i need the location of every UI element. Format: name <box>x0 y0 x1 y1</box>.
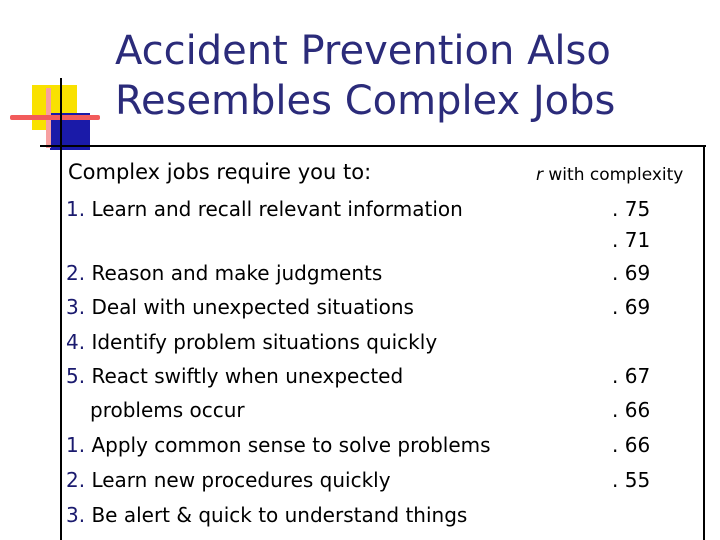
list-item-text: Learn new procedures quickly <box>85 468 391 492</box>
column-header-right <box>536 163 683 187</box>
list-item-text: problems occur <box>90 398 245 422</box>
correlation-value: . 71 <box>612 228 651 252</box>
list-item-number: 1. <box>66 197 86 221</box>
list-item <box>66 433 491 457</box>
list-item-text: Identify problem situations quickly <box>85 330 438 354</box>
list-item-text: Reason and make judgments <box>85 261 383 285</box>
right-rule <box>703 145 705 540</box>
logo-red-horizontal-bar <box>10 115 100 120</box>
list-item-number: 1. <box>66 433 86 457</box>
list-item-number: 3. <box>66 295 86 319</box>
column-header-right-text: with complexity <box>543 165 684 185</box>
list-item-number: 2. <box>66 468 86 492</box>
list-item <box>66 330 437 354</box>
list-item-number: 5. <box>66 364 86 388</box>
correlation-value: . 69 <box>612 261 651 285</box>
correlation-value: . 67 <box>612 364 651 388</box>
column-header-left: Complex jobs require you to: <box>68 160 372 184</box>
list-item <box>66 468 391 492</box>
title-underline-rule <box>40 145 706 147</box>
correlation-value: . 66 <box>612 398 651 422</box>
list-item-number: 3. <box>66 503 86 527</box>
list-item-number: 4. <box>66 330 86 354</box>
list-item-text: Be alert & quick to understand things <box>85 503 468 527</box>
list-item <box>66 261 382 285</box>
correlation-value: . 75 <box>612 197 651 221</box>
list-item <box>66 503 467 527</box>
list-item <box>66 295 414 319</box>
slide-title <box>115 26 705 126</box>
list-item <box>66 364 403 388</box>
list-item-text: Learn and recall relevant information <box>85 197 463 221</box>
list-item-text: Apply common sense to solve problems <box>85 433 491 457</box>
correlation-value: . 69 <box>612 295 651 319</box>
left-rule <box>60 78 62 540</box>
list-item <box>66 197 463 221</box>
slide-title-line-2: Resembles Complex Jobs <box>115 78 616 124</box>
list-item-number: 2. <box>66 261 86 285</box>
correlation-value: . 55 <box>612 468 651 492</box>
list-item-continuation <box>66 398 245 422</box>
correlation-value: . 66 <box>612 433 651 457</box>
slide-title-line-1: Accident Prevention Also <box>115 28 611 74</box>
list-item-text: Deal with unexpected situations <box>85 295 414 319</box>
list-item-text: React swiftly when unexpected <box>85 364 404 388</box>
r-symbol: r <box>536 165 543 185</box>
